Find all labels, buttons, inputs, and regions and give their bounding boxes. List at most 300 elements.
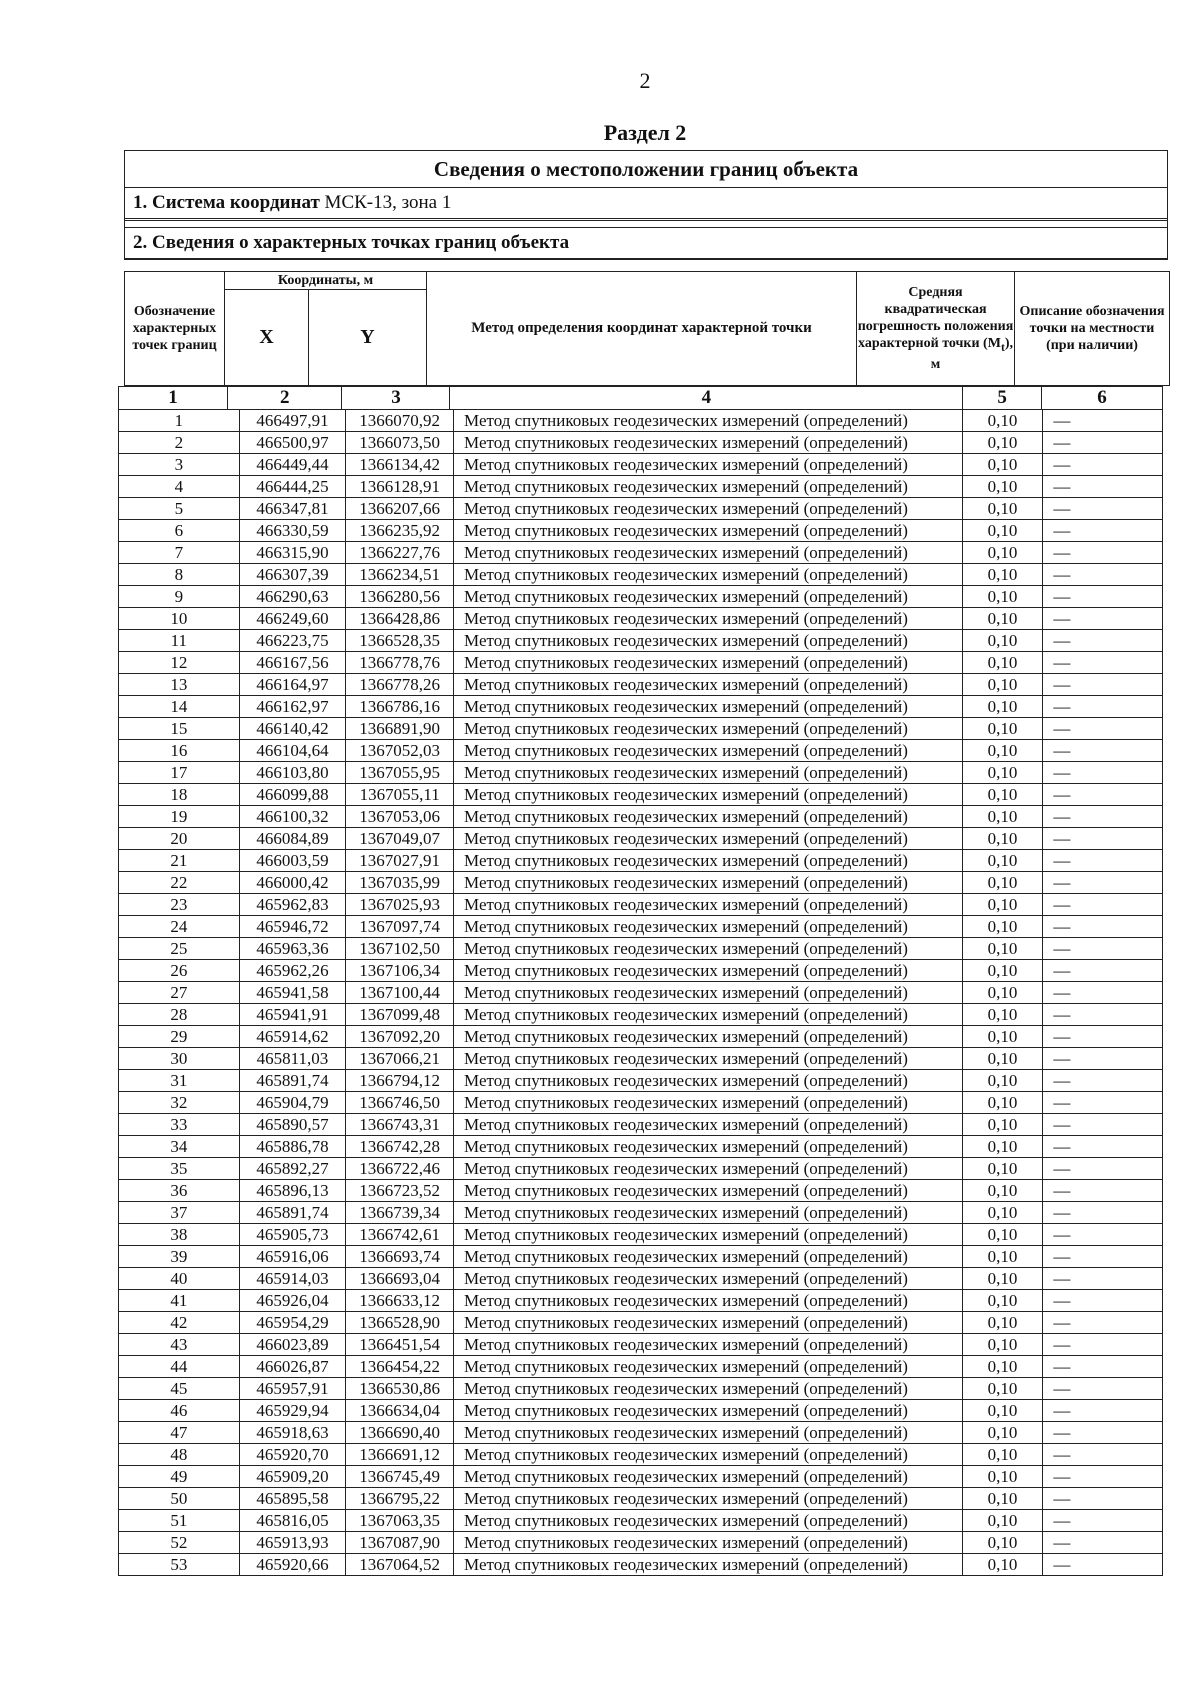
description-cell: — [1043,1334,1163,1356]
error-cell: 0,10 [962,520,1043,542]
coord-y: 1367035,99 [346,872,454,894]
description-cell: — [1043,1312,1163,1334]
method-cell: Метод спутниковых геодезических измерений (определений) [454,498,963,520]
coord-y: 1367049,07 [346,828,454,850]
column-number-2: 2 [228,387,342,410]
coord-y: 1366742,61 [346,1224,454,1246]
table-row [119,1444,1163,1466]
coord-x: 465909,20 [239,1466,346,1488]
column-number-3: 3 [342,387,450,410]
table-row [119,1114,1163,1136]
method-cell: Метод спутниковых геодезических измерений (определений) [454,1510,963,1532]
table-row [119,410,1163,432]
point-number: 4 [119,476,240,498]
table-row [119,740,1163,762]
point-number: 16 [119,740,240,762]
coord-x: 465896,13 [239,1180,346,1202]
method-cell: Метод спутниковых геодезических измерений (определений) [454,784,963,806]
error-cell: 0,10 [962,1092,1043,1114]
table-row [119,960,1163,982]
coord-y: 1367092,20 [346,1026,454,1048]
method-cell: Метод спутниковых геодезических измерений (определений) [454,1136,963,1158]
point-number: 32 [119,1092,240,1114]
method-cell: Метод спутниковых геодезических измерений (определений) [454,938,963,960]
point-number: 35 [119,1158,240,1180]
point-number: 38 [119,1224,240,1246]
error-cell: 0,10 [962,1312,1043,1334]
method-cell: Метод спутниковых геодезических измерений (определений) [454,916,963,938]
point-number: 18 [119,784,240,806]
coord-y: 1366073,50 [346,432,454,454]
point-number: 8 [119,564,240,586]
coord-x: 466347,81 [239,498,346,520]
table-row [119,1048,1163,1070]
point-number: 9 [119,586,240,608]
point-number: 20 [119,828,240,850]
description-cell: — [1043,520,1163,542]
description-cell: — [1043,938,1163,960]
error-cell: 0,10 [962,960,1043,982]
coord-x: 465926,04 [239,1290,346,1312]
method-cell: Метод спутниковых геодезических измерений (определений) [454,520,963,542]
method-cell: Метод спутниковых геодезических измерений (определений) [454,476,963,498]
error-cell: 0,10 [962,1488,1043,1510]
coord-x: 465892,27 [239,1158,346,1180]
coord-x: 465891,74 [239,1202,346,1224]
table-row [119,1246,1163,1268]
coord-y: 1366745,49 [346,1466,454,1488]
point-number: 3 [119,454,240,476]
coord-x: 466084,89 [239,828,346,850]
coord-x: 465929,94 [239,1400,346,1422]
coord-x: 465941,58 [239,982,346,1004]
error-cell: 0,10 [962,872,1043,894]
coord-y: 1367099,48 [346,1004,454,1026]
method-cell: Метод спутниковых геодезических измерений (определений) [454,850,963,872]
coord-y: 1367087,90 [346,1532,454,1554]
coord-x: 466223,75 [239,630,346,652]
table-row [119,542,1163,564]
coord-x: 465904,79 [239,1092,346,1114]
error-cell: 0,10 [962,718,1043,740]
coord-y: 1367097,74 [346,916,454,938]
method-cell: Метод спутниковых геодезических измерений (определений) [454,1092,963,1114]
header-description: Описание обозначения точки на местности (при наличии) [1015,272,1170,386]
error-cell: 0,10 [962,1532,1043,1554]
error-cell: 0,10 [962,1026,1043,1048]
table-row [119,520,1163,542]
point-number: 42 [119,1312,240,1334]
error-cell: 0,10 [962,850,1043,872]
error-cell: 0,10 [962,1114,1043,1136]
method-cell: Метод спутниковых геодезических измерений (определений) [454,1466,963,1488]
error-cell: 0,10 [962,1400,1043,1422]
coord-y: 1366794,12 [346,1070,454,1092]
point-number: 49 [119,1466,240,1488]
error-cell: 0,10 [962,1202,1043,1224]
method-cell: Метод спутниковых геодезических измерений (определений) [454,586,963,608]
header-designation: Обозначение характерных точек границ [125,272,225,386]
table-row [119,894,1163,916]
coord-y: 1366693,74 [346,1246,454,1268]
table-row [119,1004,1163,1026]
table-row [119,806,1163,828]
coord-y: 1366234,51 [346,564,454,586]
coord-y: 1366722,46 [346,1158,454,1180]
method-cell: Метод спутниковых геодезических измерений (определений) [454,1444,963,1466]
coord-y: 1367027,91 [346,850,454,872]
coord-y: 1366778,26 [346,674,454,696]
description-cell: — [1043,982,1163,1004]
point-number: 43 [119,1334,240,1356]
error-cell: 0,10 [962,1004,1043,1026]
table-row [119,1532,1163,1554]
table-row [119,586,1163,608]
coord-x: 466003,59 [239,850,346,872]
coord-y: 1366070,92 [346,410,454,432]
description-cell: — [1043,762,1163,784]
coord-x: 466497,91 [239,410,346,432]
table-row [119,828,1163,850]
point-number: 40 [119,1268,240,1290]
coord-system-label: 1. Система координат [133,192,320,213]
point-number: 15 [119,718,240,740]
description-cell: — [1043,1444,1163,1466]
coord-y: 1366128,91 [346,476,454,498]
table-row [119,432,1163,454]
coord-y: 1366739,34 [346,1202,454,1224]
table-row [119,674,1163,696]
table-row [119,1422,1163,1444]
point-number: 53 [119,1554,240,1576]
point-number: 2 [119,432,240,454]
description-cell: — [1043,872,1163,894]
table-row [119,1092,1163,1114]
coord-y: 1366530,86 [346,1378,454,1400]
description-cell: — [1043,432,1163,454]
point-number: 51 [119,1510,240,1532]
coord-x: 465916,06 [239,1246,346,1268]
column-number-5: 5 [963,387,1042,410]
table-row [119,1356,1163,1378]
method-cell: Метод спутниковых геодезических измерений (определений) [454,740,963,762]
method-cell: Метод спутниковых геодезических измерений (определений) [454,1180,963,1202]
description-cell: — [1043,608,1163,630]
error-cell: 0,10 [962,498,1043,520]
coord-y: 1366795,22 [346,1488,454,1510]
table-row [119,1378,1163,1400]
point-number: 31 [119,1070,240,1092]
point-number: 1 [119,410,240,432]
error-cell: 0,10 [962,1224,1043,1246]
error-cell: 0,10 [962,916,1043,938]
description-cell: — [1043,1422,1163,1444]
header-error-text: Средняя квадратическая погрешность положения характерной точки (M [857,285,1014,352]
points-table [118,409,1163,1576]
coord-x: 466026,87 [239,1356,346,1378]
method-cell: Метод спутниковых геодезических измерений (определений) [454,1114,963,1136]
coord-x: 465920,66 [239,1554,346,1576]
error-cell: 0,10 [962,564,1043,586]
coord-x: 465891,74 [239,1070,346,1092]
error-cell: 0,10 [962,806,1043,828]
error-cell: 0,10 [962,1356,1043,1378]
method-cell: Метод спутниковых геодезических измерений (определений) [454,1048,963,1070]
coord-y: 1367052,03 [346,740,454,762]
description-cell: — [1043,850,1163,872]
coord-x: 466500,97 [239,432,346,454]
error-cell: 0,10 [962,784,1043,806]
coord-y: 1367066,21 [346,1048,454,1070]
method-cell: Метод спутниковых геодезических измерений (определений) [454,674,963,696]
table-row [119,1202,1163,1224]
point-number: 34 [119,1136,240,1158]
coord-x: 465946,72 [239,916,346,938]
table-row [119,1224,1163,1246]
error-cell: 0,10 [962,982,1043,1004]
method-cell: Метод спутниковых геодезических измерений (определений) [454,1026,963,1048]
coord-y: 1366235,92 [346,520,454,542]
coord-x: 465913,93 [239,1532,346,1554]
method-cell: Метод спутниковых геодезических измерений (определений) [454,1158,963,1180]
table-row [119,1136,1163,1158]
table-row [119,982,1163,1004]
description-cell: — [1043,652,1163,674]
method-cell: Метод спутниковых геодезических измерений (определений) [454,960,963,982]
error-cell: 0,10 [962,1268,1043,1290]
coord-y: 1366743,31 [346,1114,454,1136]
error-cell: 0,10 [962,894,1043,916]
point-number: 50 [119,1488,240,1510]
method-cell: Метод спутниковых геодезических измерений (определений) [454,696,963,718]
description-cell: — [1043,894,1163,916]
table-row [119,1400,1163,1422]
coord-x: 466000,42 [239,872,346,894]
method-cell: Метод спутниковых геодезических измерений (определений) [454,608,963,630]
error-cell: 0,10 [962,1334,1043,1356]
coord-x: 465895,58 [239,1488,346,1510]
description-cell: — [1043,1158,1163,1180]
point-number: 13 [119,674,240,696]
description-cell: — [1043,696,1163,718]
coord-y: 1367102,50 [346,938,454,960]
column-numbers-row [118,386,1163,410]
coord-y: 1367055,11 [346,784,454,806]
table-row [119,1180,1163,1202]
description-cell: — [1043,1070,1163,1092]
header-coords: Координаты, м [225,272,427,290]
method-cell: Метод спутниковых геодезических измерений (определений) [454,762,963,784]
coord-y: 1366693,04 [346,1268,454,1290]
description-cell: — [1043,630,1163,652]
header-method: Метод определения координат характерной точки [427,272,857,386]
error-cell: 0,10 [962,630,1043,652]
method-cell: Метод спутниковых геодезических измерений (определений) [454,1356,963,1378]
error-cell: 0,10 [962,1378,1043,1400]
method-cell: Метод спутниковых геодезических измерений (определений) [454,1400,963,1422]
coord-x: 466307,39 [239,564,346,586]
method-cell: Метод спутниковых геодезических измерений (определений) [454,872,963,894]
coord-x: 466444,25 [239,476,346,498]
method-cell: Метод спутниковых геодезических измерений (определений) [454,828,963,850]
coord-x: 466290,63 [239,586,346,608]
column-number-1: 1 [119,387,228,410]
coord-y: 1367106,34 [346,960,454,982]
coord-x: 465914,03 [239,1268,346,1290]
method-cell: Метод спутниковых геодезических измерений (определений) [454,454,963,476]
point-number: 12 [119,652,240,674]
error-cell: 0,10 [962,542,1043,564]
header-x: X [225,290,309,386]
coord-system-line [125,188,1167,221]
frame-title: Сведения о местоположении границ объекта [125,151,1167,188]
description-cell: — [1043,1004,1163,1026]
method-cell: Метод спутниковых геодезических измерений (определений) [454,1334,963,1356]
point-number: 19 [119,806,240,828]
error-cell: 0,10 [962,696,1043,718]
method-cell: Метод спутниковых геодезических измерений (определений) [454,432,963,454]
description-cell: — [1043,916,1163,938]
coord-x: 466103,80 [239,762,346,784]
description-cell: — [1043,454,1163,476]
point-number: 21 [119,850,240,872]
error-cell: 0,10 [962,1070,1043,1092]
method-cell: Метод спутниковых геодезических измерений (определений) [454,894,963,916]
method-cell: Метод спутниковых геодезических измерений (определений) [454,1070,963,1092]
description-cell: — [1043,586,1163,608]
header-y: Y [309,290,427,386]
point-number: 6 [119,520,240,542]
point-number: 17 [119,762,240,784]
coord-y: 1366891,90 [346,718,454,740]
point-number: 47 [119,1422,240,1444]
coord-y: 1366742,28 [346,1136,454,1158]
table-row [119,696,1163,718]
description-cell: — [1043,1554,1163,1576]
coord-y: 1366454,22 [346,1356,454,1378]
point-number: 5 [119,498,240,520]
error-cell: 0,10 [962,1158,1043,1180]
description-cell: — [1043,1026,1163,1048]
header-error-sub: t [1000,340,1005,354]
coord-y: 1367100,44 [346,982,454,1004]
coord-x: 465918,63 [239,1422,346,1444]
coord-x: 466099,88 [239,784,346,806]
description-cell: — [1043,740,1163,762]
description-cell: — [1043,1466,1163,1488]
table-row [119,718,1163,740]
description-cell: — [1043,476,1163,498]
description-cell: — [1043,410,1163,432]
coord-x: 466104,64 [239,740,346,762]
description-cell: — [1043,1114,1163,1136]
coord-y: 1366207,66 [346,498,454,520]
error-cell: 0,10 [962,432,1043,454]
table-row [119,916,1163,938]
point-number: 39 [119,1246,240,1268]
coord-x: 466100,32 [239,806,346,828]
error-cell: 0,10 [962,828,1043,850]
point-number: 26 [119,960,240,982]
coord-x: 465957,91 [239,1378,346,1400]
point-number: 48 [119,1444,240,1466]
error-cell: 0,10 [962,476,1043,498]
method-cell: Метод спутниковых геодезических измерений (определений) [454,1488,963,1510]
point-number: 52 [119,1532,240,1554]
description-cell: — [1043,1180,1163,1202]
description-cell: — [1043,1136,1163,1158]
coord-x: 465954,29 [239,1312,346,1334]
error-cell: 0,10 [962,1510,1043,1532]
table-row [119,1268,1163,1290]
table-row [119,498,1163,520]
coord-y: 1366227,76 [346,542,454,564]
coord-y: 1366723,52 [346,1180,454,1202]
table-row [119,872,1163,894]
table-row [119,454,1163,476]
method-cell: Метод спутниковых геодезических измерений (определений) [454,630,963,652]
coord-y: 1366778,76 [346,652,454,674]
method-cell: Метод спутниковых геодезических измерений (определений) [454,1290,963,1312]
table-row [119,850,1163,872]
column-number-6: 6 [1042,387,1163,410]
table-row [119,938,1163,960]
error-cell: 0,10 [962,1136,1043,1158]
column-number-4: 4 [450,387,963,410]
point-number: 14 [119,696,240,718]
coord-y: 1366786,16 [346,696,454,718]
error-cell: 0,10 [962,938,1043,960]
section-title: Раздел 2 [603,120,687,145]
error-cell: 0,10 [962,674,1043,696]
point-number: 36 [119,1180,240,1202]
point-number: 28 [119,1004,240,1026]
coord-y: 1366451,54 [346,1334,454,1356]
error-cell: 0,10 [962,740,1043,762]
method-cell: Метод спутниковых геодезических измерений (определений) [454,542,963,564]
coord-x: 466330,59 [239,520,346,542]
coord-x: 466162,97 [239,696,346,718]
description-cell: — [1043,564,1163,586]
table-row [119,1466,1163,1488]
coord-x: 466140,42 [239,718,346,740]
description-cell: — [1043,784,1163,806]
section-gap [125,221,1167,228]
description-cell: — [1043,674,1163,696]
error-cell: 0,10 [962,1246,1043,1268]
coord-y: 1367055,95 [346,762,454,784]
coord-x: 466167,56 [239,652,346,674]
point-number: 41 [119,1290,240,1312]
method-cell: Метод спутниковых геодезических измерений (определений) [454,1532,963,1554]
table-row [119,1158,1163,1180]
description-cell: — [1043,806,1163,828]
coord-x: 465963,36 [239,938,346,960]
point-number: 37 [119,1202,240,1224]
point-number: 24 [119,916,240,938]
table-row [119,1488,1163,1510]
point-number: 23 [119,894,240,916]
error-cell: 0,10 [962,1422,1043,1444]
table-row [119,564,1163,586]
coord-x: 466315,90 [239,542,346,564]
coord-y: 1366746,50 [346,1092,454,1114]
coord-x: 465890,57 [239,1114,346,1136]
description-cell: — [1043,960,1163,982]
table-row [119,784,1163,806]
description-cell: — [1043,1356,1163,1378]
coord-x: 466449,44 [239,454,346,476]
